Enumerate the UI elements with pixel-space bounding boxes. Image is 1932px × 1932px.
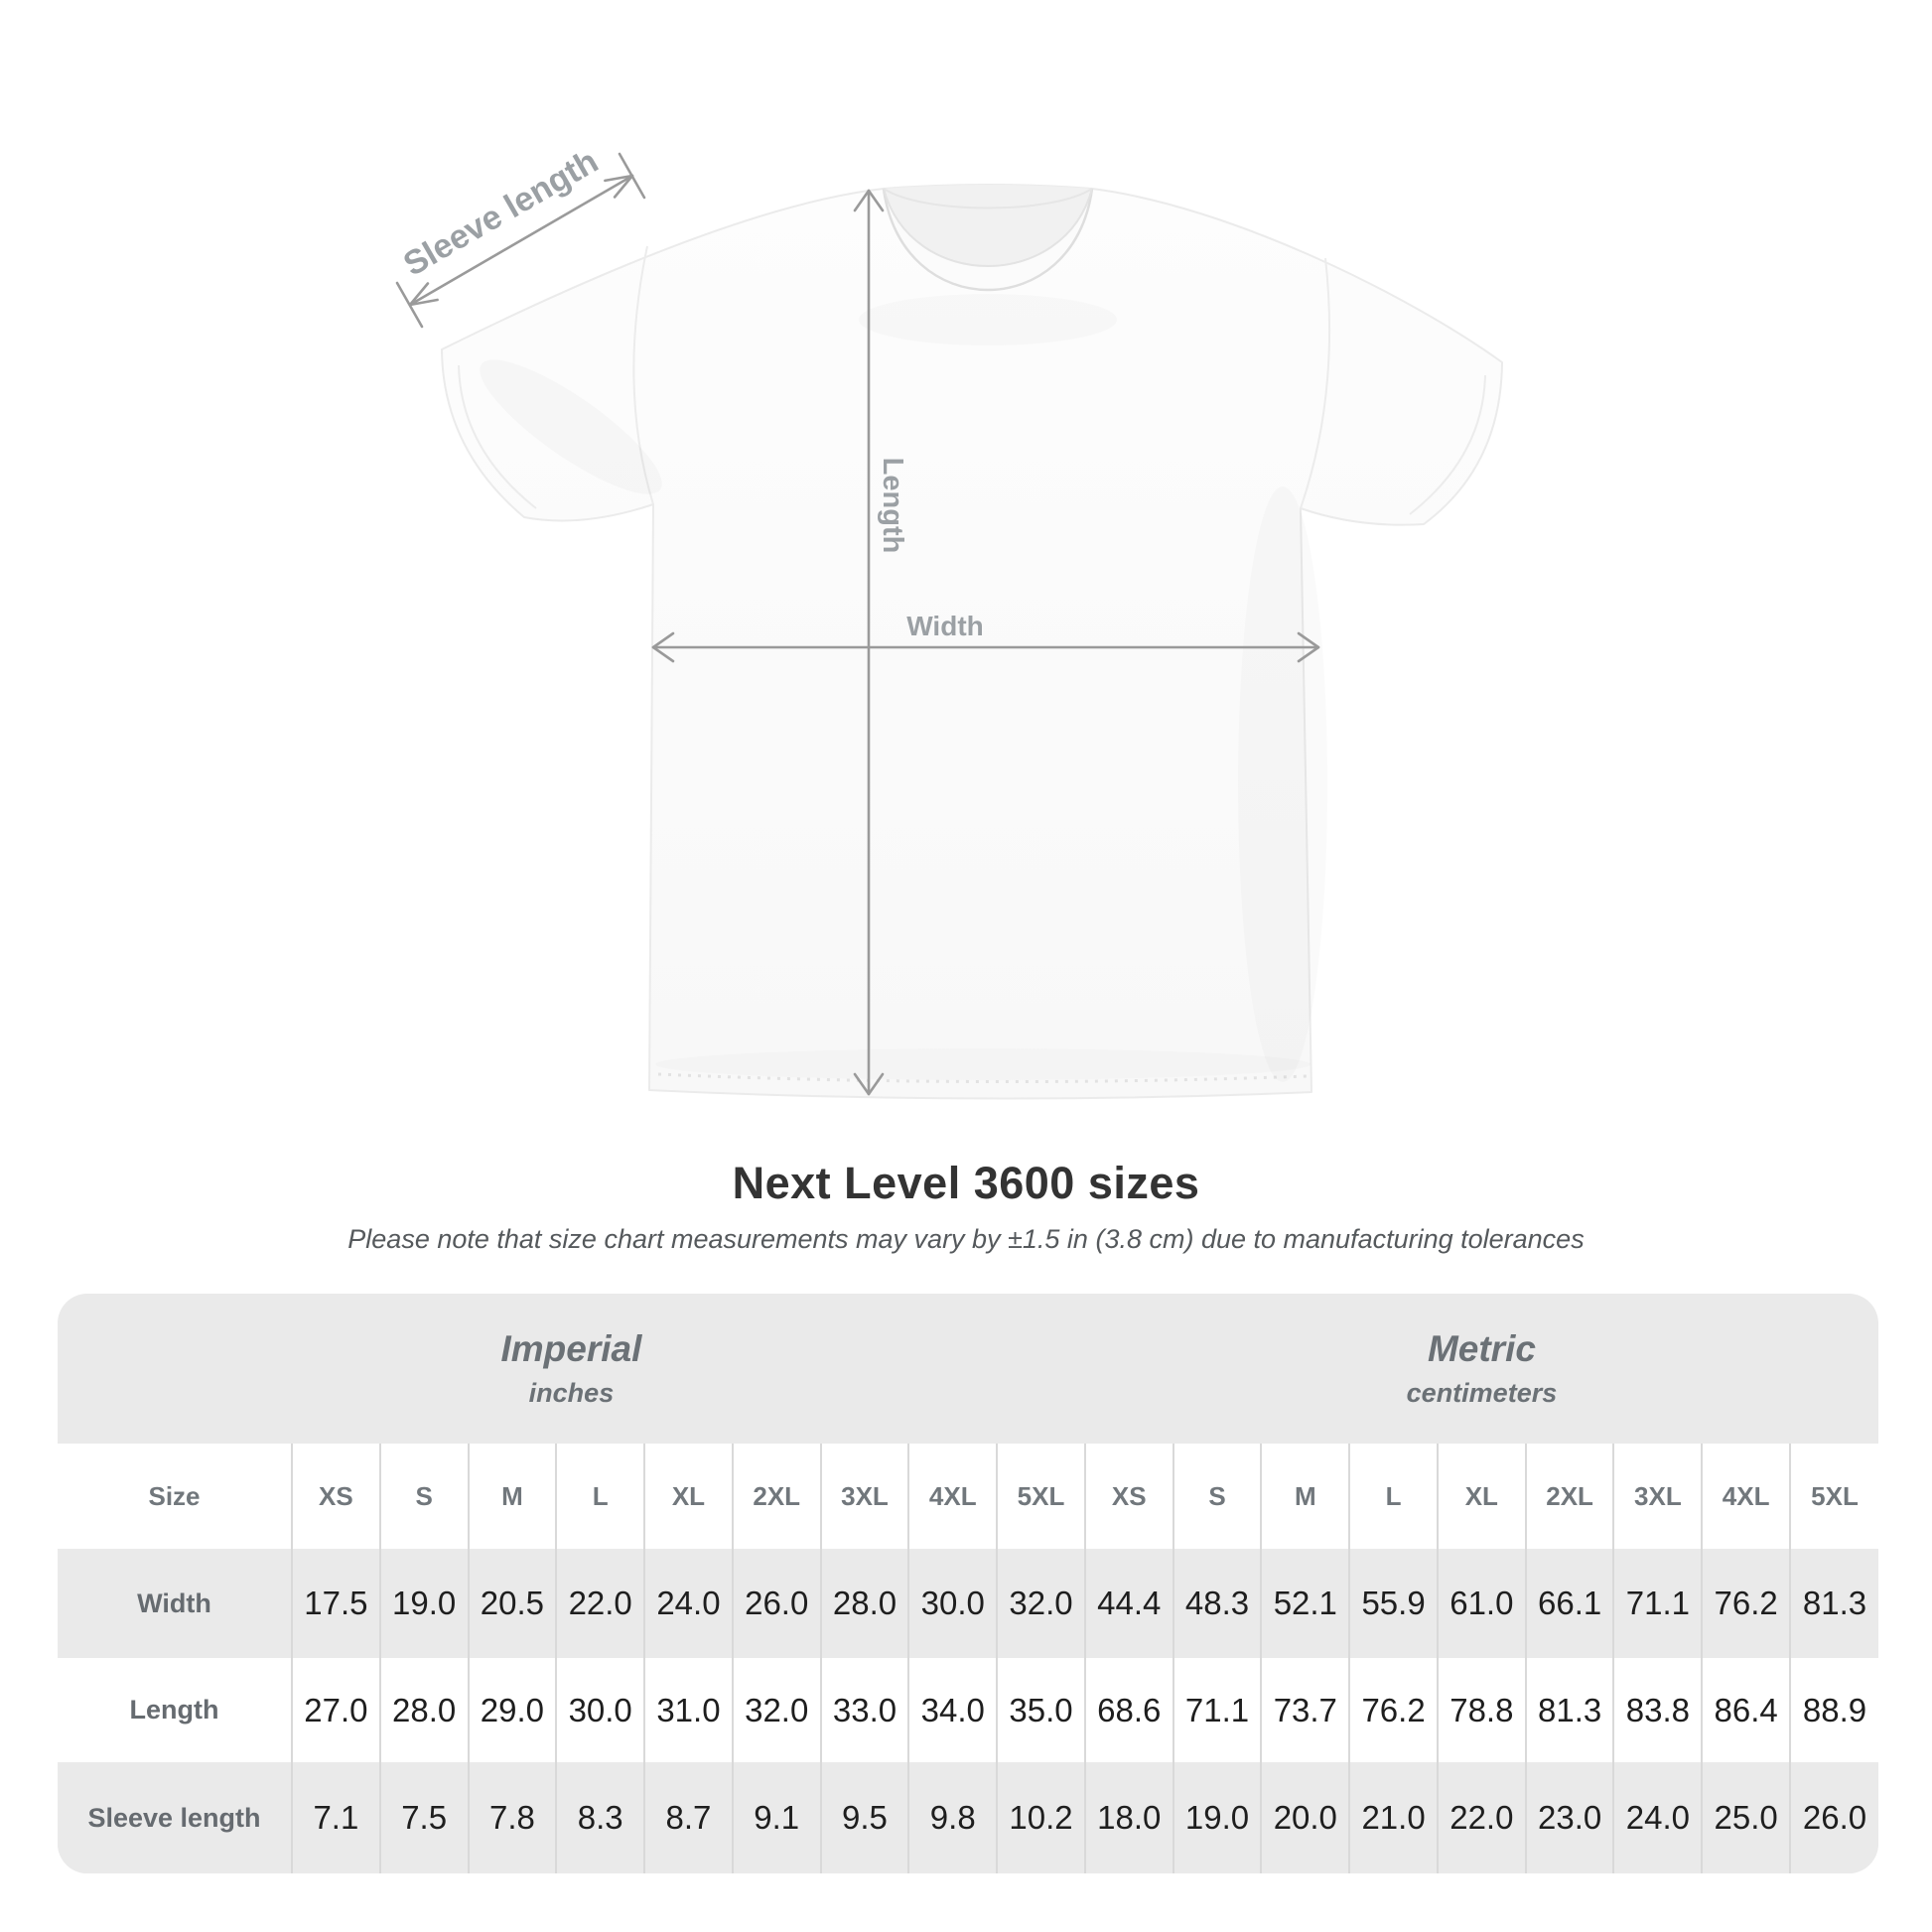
size-column-header: XL	[644, 1444, 733, 1549]
size-value: 88.9	[1790, 1658, 1878, 1762]
width-label: Width	[906, 611, 984, 641]
imperial-header	[58, 1294, 1085, 1444]
size-column-header: 4XL	[1702, 1444, 1790, 1549]
size-column-header: 5XL	[997, 1444, 1085, 1549]
size-value: 52.1	[1261, 1549, 1349, 1658]
page-title: Next Level 3600 sizes	[732, 1158, 1200, 1208]
size-column-header: 5XL	[1790, 1444, 1878, 1549]
row-label-sleeve-length: Sleeve length	[87, 1802, 261, 1833]
size-value: 71.1	[1613, 1549, 1702, 1658]
size-value: 8.7	[644, 1762, 733, 1873]
size-value: 22.0	[556, 1549, 644, 1658]
size-value: 68.6	[1085, 1658, 1173, 1762]
row-label-length: Length	[129, 1695, 219, 1725]
size-value: 17.5	[292, 1549, 380, 1658]
size-column-header: XS	[1085, 1444, 1173, 1549]
size-column-header: S	[1173, 1444, 1262, 1549]
row-label-width: Width	[137, 1587, 211, 1618]
size-column-header: 2XL	[733, 1444, 821, 1549]
size-value: 20.5	[469, 1549, 557, 1658]
length-measurement-row	[58, 1658, 1878, 1762]
metric-unit: centimeters	[1406, 1378, 1558, 1409]
size-value: 29.0	[469, 1658, 557, 1762]
size-value: 76.2	[1349, 1658, 1438, 1762]
sleeve-length-label: Sleeve length	[397, 142, 605, 284]
size-value: 30.0	[908, 1549, 997, 1658]
size-value: 34.0	[908, 1658, 997, 1762]
size-value: 19.0	[380, 1549, 469, 1658]
size-header-row	[58, 1444, 1878, 1549]
size-value: 55.9	[1349, 1549, 1438, 1658]
size-value: 22.0	[1438, 1762, 1526, 1873]
size-column-header: L	[1349, 1444, 1438, 1549]
size-value: 31.0	[644, 1658, 733, 1762]
size-value: 33.0	[821, 1658, 909, 1762]
size-value: 7.5	[380, 1762, 469, 1873]
size-value: 24.0	[644, 1549, 733, 1658]
size-value: 71.1	[1173, 1658, 1262, 1762]
size-value: 23.0	[1526, 1762, 1614, 1873]
size-value: 27.0	[292, 1658, 380, 1762]
sleeve-length-measurement-row	[58, 1762, 1878, 1873]
tolerance-note: Please note that size chart measurements may vary by ±1.5 in (3.8 cm) due to manufacturing tolerances	[347, 1224, 1585, 1254]
size-value: 61.0	[1438, 1549, 1526, 1658]
tshirt-image	[442, 185, 1502, 1099]
size-column-header: M	[469, 1444, 557, 1549]
size-value: 9.8	[908, 1762, 997, 1873]
size-value: 28.0	[821, 1549, 909, 1658]
size-value: 19.0	[1173, 1762, 1262, 1873]
size-value: 83.8	[1613, 1658, 1702, 1762]
size-value: 25.0	[1702, 1762, 1790, 1873]
size-value: 76.2	[1702, 1549, 1790, 1658]
size-chart-table-container	[58, 1294, 1878, 1873]
size-column-header: L	[556, 1444, 644, 1549]
size-value: 26.0	[733, 1549, 821, 1658]
size-value: 35.0	[997, 1658, 1085, 1762]
size-column-header: 3XL	[1613, 1444, 1702, 1549]
size-value: 32.0	[997, 1549, 1085, 1658]
size-value: 20.0	[1261, 1762, 1349, 1873]
size-value: 9.5	[821, 1762, 909, 1873]
size-column-header: XL	[1438, 1444, 1526, 1549]
size-value: 66.1	[1526, 1549, 1614, 1658]
size-value: 32.0	[733, 1658, 821, 1762]
size-value: 81.3	[1526, 1658, 1614, 1762]
size-column-header: 4XL	[908, 1444, 997, 1549]
size-value: 24.0	[1613, 1762, 1702, 1873]
size-value: 26.0	[1790, 1762, 1878, 1873]
size-value: 28.0	[380, 1658, 469, 1762]
size-value: 48.3	[1173, 1549, 1262, 1658]
size-column-header: M	[1261, 1444, 1349, 1549]
size-column-header: S	[380, 1444, 469, 1549]
length-label: Length	[877, 457, 908, 554]
size-value: 78.8	[1438, 1658, 1526, 1762]
metric-title: Metric	[1427, 1327, 1536, 1369]
size-value: 7.8	[469, 1762, 557, 1873]
size-value: 21.0	[1349, 1762, 1438, 1873]
size-chart-table	[58, 1294, 1878, 1873]
size-column-header: 2XL	[1526, 1444, 1614, 1549]
metric-header	[1085, 1294, 1878, 1444]
size-value: 86.4	[1702, 1658, 1790, 1762]
size-column-header: 3XL	[821, 1444, 909, 1549]
size-column-header: XS	[292, 1444, 380, 1549]
size-value: 73.7	[1261, 1658, 1349, 1762]
size-value: 18.0	[1085, 1762, 1173, 1873]
size-value: 9.1	[733, 1762, 821, 1873]
size-value: 8.3	[556, 1762, 644, 1873]
size-value: 10.2	[997, 1762, 1085, 1873]
size-value: 81.3	[1790, 1549, 1878, 1658]
imperial-title: Imperial	[500, 1327, 642, 1369]
imperial-unit: inches	[528, 1378, 615, 1409]
width-measurement-row	[58, 1549, 1878, 1658]
size-value: 30.0	[556, 1658, 644, 1762]
unit-header-row	[58, 1294, 1878, 1444]
size-corner-label: Size	[148, 1480, 201, 1511]
size-value: 7.1	[292, 1762, 380, 1873]
size-value: 44.4	[1085, 1549, 1173, 1658]
